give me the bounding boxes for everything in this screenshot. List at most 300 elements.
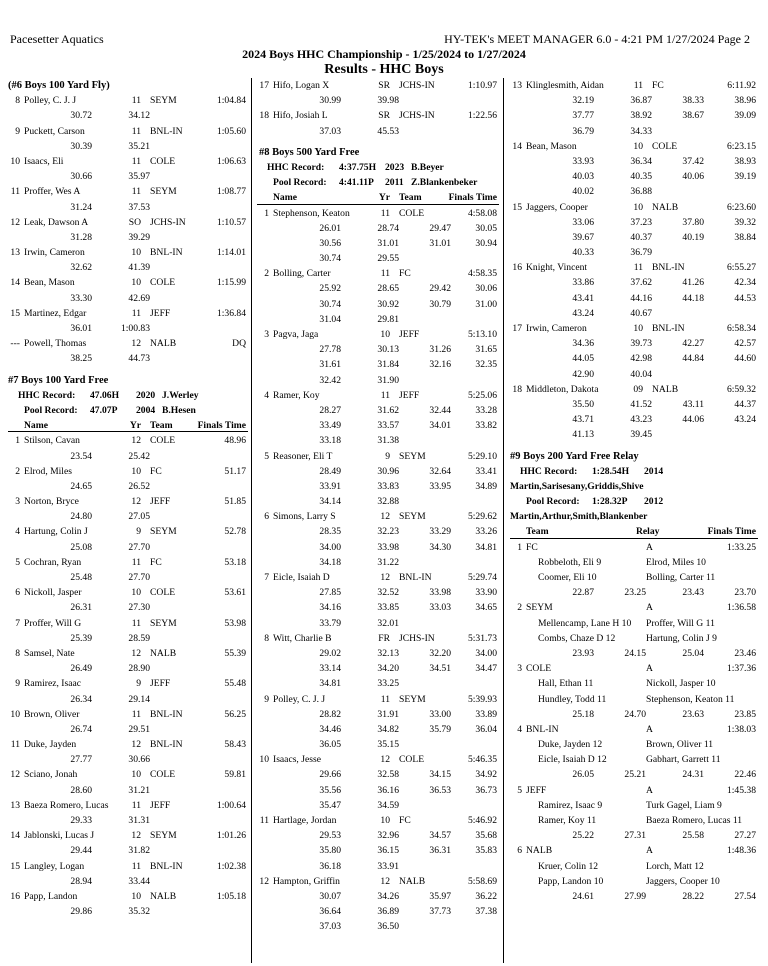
split-time: 27.70 <box>128 572 150 583</box>
result-row <box>8 433 248 448</box>
split-time: 31.01 <box>377 237 399 249</box>
result-row <box>257 206 499 221</box>
split-row <box>510 108 758 123</box>
event-title-text: #7 Boys 100 Yard Free <box>8 374 109 386</box>
split-row <box>510 93 758 108</box>
result-row <box>8 616 248 631</box>
result-row <box>257 388 499 403</box>
split-time: 36.05 <box>319 739 341 751</box>
header-team: Team <box>399 192 422 204</box>
split-row <box>257 236 499 251</box>
split-time: 25.39 <box>70 632 92 644</box>
relay-swimmer: Hundley, Todd 11 <box>538 693 607 705</box>
finals-time: 1:36.84 <box>216 307 246 319</box>
swimmer-name: Nickoll, Jasper <box>24 587 82 599</box>
split-row <box>257 843 499 858</box>
relay-swimmer: Mellencamp, Lane H 10 <box>538 617 632 629</box>
split-row <box>8 200 248 215</box>
swimmer-year: 10 <box>131 890 141 902</box>
swimmer-name: Stilson, Cavan <box>24 435 80 447</box>
team-code: JEFF <box>150 799 171 811</box>
swimmer-year: 12 <box>131 647 141 659</box>
meet-title: 2024 Boys HHC Championship - 1/25/2024 to 1/27/2024 <box>242 47 526 61</box>
result-row <box>8 275 248 290</box>
swimmer-year: SR <box>378 80 390 91</box>
split-row <box>257 646 499 661</box>
split-row <box>8 722 248 737</box>
finals-time: 1:36.58 <box>726 602 756 614</box>
place: 15 <box>10 307 20 319</box>
split-time: 44.60 <box>734 353 756 365</box>
split-time: 32.13 <box>377 647 399 659</box>
header-underline <box>257 204 499 205</box>
place: 5 <box>264 450 269 462</box>
split-row <box>257 555 499 570</box>
team-code: COLE <box>526 663 552 675</box>
split-time: 32.01 <box>377 617 399 629</box>
split-time: 29.42 <box>429 283 451 295</box>
split-time: 36.34 <box>630 155 652 167</box>
swimmer-name: Leak, Dawson A <box>24 216 89 228</box>
result-row <box>8 767 248 782</box>
place: 10 <box>10 155 20 167</box>
team-code: COLE <box>150 435 176 447</box>
pool-record-names <box>510 509 758 524</box>
header-underline <box>510 538 758 539</box>
split-row <box>8 631 248 646</box>
split-time: 29.55 <box>377 253 399 265</box>
finals-time: 1:10.57 <box>216 216 246 228</box>
swimmer-name: Samsel, Nate <box>24 647 75 659</box>
header-left: Pacesetter Aquatics <box>10 32 104 46</box>
results-column-1 <box>8 78 248 919</box>
team-code: BNL-IN <box>652 323 685 334</box>
relay-swimmer: Ramer, Koy 11 <box>538 815 597 826</box>
split-time: 24.31 <box>682 769 704 781</box>
team-code: SEYM <box>150 617 177 629</box>
split-time: 26.74 <box>70 723 92 735</box>
swimmer-name: Witt, Charlie B <box>273 632 332 644</box>
split-time: 33.44 <box>128 875 150 887</box>
swimmer-year: 11 <box>633 262 643 274</box>
team-code: COLE <box>399 754 425 766</box>
split-row <box>257 783 499 798</box>
split-time: 40.33 <box>572 247 594 259</box>
split-row <box>8 540 248 555</box>
split-time: 32.19 <box>572 95 594 107</box>
hhc-record-row <box>510 464 758 479</box>
split-row <box>510 585 758 600</box>
split-time: 24.70 <box>624 708 646 720</box>
relay-swimmers <box>510 631 758 646</box>
swimmer-year: 10 <box>380 815 390 826</box>
split-time: 42.98 <box>630 353 652 365</box>
swimmer-year: 12 <box>131 338 141 350</box>
relay-swimmer: Kruer, Colin 12 <box>538 860 599 872</box>
event-title <box>510 449 758 464</box>
split-time: 38.25 <box>70 353 92 365</box>
split-row <box>510 351 758 366</box>
split-row <box>510 889 758 904</box>
team-code: SEYM <box>150 526 177 538</box>
split-time: 35.21 <box>128 140 150 152</box>
split-time: 27.05 <box>128 511 150 523</box>
split-time: 32.64 <box>429 465 451 477</box>
place: 15 <box>10 860 20 872</box>
swimmer-name: Isaacs, Eli <box>24 155 64 167</box>
split-time: 31.65 <box>475 344 497 356</box>
split-time: 34.20 <box>377 663 399 675</box>
split-time: 27.85 <box>319 587 341 599</box>
swimmer-year: 11 <box>131 125 141 137</box>
swimmer-year: 11 <box>380 389 390 401</box>
finals-time: 48.96 <box>224 435 246 447</box>
split-time: 32.44 <box>429 404 451 416</box>
split-row <box>510 767 758 782</box>
column-divider <box>251 78 252 963</box>
split-time: 36.87 <box>630 95 652 107</box>
split-time: 35.47 <box>319 799 341 811</box>
relay-swimmer: Brown, Oliver 11 <box>646 739 714 751</box>
split-row <box>257 403 499 418</box>
pool-record-time: 4:41.11P <box>339 177 374 189</box>
team-code: SEYM <box>399 511 426 523</box>
team-code: BNL-IN <box>526 723 559 735</box>
split-row <box>257 707 499 722</box>
finals-time: 5:29.74 <box>467 572 497 583</box>
split-row <box>510 154 758 169</box>
split-time: 33.95 <box>429 480 451 492</box>
split-row <box>8 843 248 858</box>
split-time: 34.00 <box>319 541 341 553</box>
header-yr: Yr <box>378 192 390 204</box>
split-time: 23.54 <box>70 450 92 462</box>
split-time: 41.39 <box>128 262 150 274</box>
team-code: JEFF <box>150 496 171 508</box>
split-row <box>8 321 248 336</box>
swimmer-name: Norton, Bryce <box>24 496 79 508</box>
split-time: 37.80 <box>682 216 704 228</box>
split-time: 31.21 <box>128 784 150 796</box>
team-code: FC <box>150 556 162 568</box>
team-code: FC <box>526 541 538 553</box>
result-row <box>257 874 499 889</box>
split-time: 37.62 <box>630 277 652 289</box>
split-row <box>257 585 499 600</box>
swimmer-year: 12 <box>380 572 390 583</box>
split-time: 34.81 <box>319 678 341 690</box>
split-row <box>8 260 248 275</box>
swimmer-year: 11 <box>131 708 141 720</box>
split-time: 33.30 <box>70 292 92 304</box>
split-time: 28.22 <box>682 890 704 902</box>
place: 13 <box>10 247 20 259</box>
finals-time: 1:06.63 <box>216 155 246 167</box>
split-time: 34.33 <box>630 125 652 137</box>
pool-record-row <box>8 403 248 418</box>
team-code: SEYM <box>526 602 553 614</box>
relay-swimmer: Ramirez, Isaac 9 <box>538 799 603 811</box>
split-time: 28.49 <box>319 465 341 477</box>
swimmer-name: Proffer, Wes A <box>24 186 81 198</box>
pool-record-holder: B.Hesen <box>162 404 196 416</box>
relay-swimmers <box>510 798 758 813</box>
header-finals: Finals Time <box>197 420 246 432</box>
split-time: 30.06 <box>475 283 497 295</box>
split-time: 35.15 <box>377 739 399 751</box>
split-time: 33.14 <box>319 663 341 675</box>
split-time: 37.73 <box>429 906 451 918</box>
split-time: 34.14 <box>319 496 341 508</box>
split-row <box>8 449 248 464</box>
result-row <box>257 509 499 524</box>
split-row <box>8 874 248 889</box>
split-time: 38.84 <box>734 231 756 243</box>
relay-swimmer: Hall, Ethan 11 <box>538 678 594 690</box>
place: 14 <box>512 140 522 152</box>
place: 4 <box>15 526 20 538</box>
split-time: 38.33 <box>682 95 704 107</box>
split-time: 36.88 <box>630 186 652 198</box>
relay-swimmer: Duke, Jayden 12 <box>538 739 603 751</box>
split-row <box>510 707 758 722</box>
swimmer-name: Bolling, Carter <box>273 268 331 280</box>
split-time: 25.04 <box>682 647 704 659</box>
event-title-text: #8 Boys 500 Yard Free <box>259 146 360 158</box>
split-time: 41.26 <box>682 277 704 289</box>
place: 2 <box>15 465 20 477</box>
finals-time: 1:08.77 <box>216 186 246 198</box>
relay-swimmer: Elrod, Miles 10 <box>646 556 706 568</box>
split-row <box>8 108 248 123</box>
split-time: 34.57 <box>429 830 451 842</box>
swimmer-year: SR <box>378 110 390 122</box>
column-divider <box>503 78 504 963</box>
result-row <box>510 382 758 397</box>
place: 5 <box>15 556 20 568</box>
split-time: 44.37 <box>734 398 756 410</box>
result-row <box>8 336 248 351</box>
relay-swimmer: Stephenson, Keaton 11 <box>646 693 735 705</box>
split-time: 36.79 <box>630 247 652 259</box>
split-time: 36.73 <box>475 784 497 796</box>
split-row <box>257 676 499 691</box>
result-row <box>257 78 499 93</box>
split-time: 37.53 <box>128 201 150 213</box>
split-row <box>257 889 499 904</box>
split-row <box>257 93 499 108</box>
result-row <box>8 524 248 539</box>
relay-row <box>510 722 758 737</box>
swimmer-name: Isaacs, Jesse <box>273 754 321 766</box>
finals-time: 1:37.36 <box>726 663 756 675</box>
split-time: 43.11 <box>682 398 704 410</box>
place: 4 <box>264 389 269 401</box>
split-row <box>510 230 758 245</box>
split-time: 31.91 <box>377 708 399 720</box>
swimmer-name: Proffer, Will G <box>24 617 82 629</box>
swimmer-year: 11 <box>131 307 141 319</box>
split-time: 38.96 <box>734 95 756 107</box>
swimmer-name: Hifo, Josiah L <box>273 110 328 122</box>
relay-swimmer: Robbeloth, Eli 9 <box>538 556 602 568</box>
hhc-record-label: HHC Record: <box>520 465 578 477</box>
split-time: 39.32 <box>734 216 756 228</box>
split-time: 34.12 <box>128 110 150 122</box>
swimmer-name: Bean, Mason <box>24 277 75 289</box>
relay-swimmer: Turk Gagel, Liam 9 <box>646 799 722 811</box>
hhc-record-holder: J.Werley <box>162 389 199 401</box>
finals-time: 6:59.32 <box>726 383 756 395</box>
team-code: JEFF <box>399 329 420 340</box>
relay-swimmer: Gabhart, Garrett 11 <box>646 754 721 766</box>
team-code: COLE <box>150 769 176 781</box>
finals-time: 1:05.60 <box>216 125 246 137</box>
place: 1 <box>15 435 20 447</box>
split-row <box>257 828 499 843</box>
place: 12 <box>10 769 20 781</box>
place: 6 <box>15 587 20 599</box>
split-time: 36.79 <box>572 125 594 137</box>
swimmer-name: Powell, Thomas <box>24 338 87 350</box>
split-time: 37.38 <box>475 906 497 918</box>
result-row <box>8 306 248 321</box>
pool-record-label: Pool Record: <box>526 496 580 508</box>
relay-swimmer: Baeza Romero, Lucas 11 <box>646 815 743 826</box>
split-time: 35.80 <box>319 845 341 857</box>
split-time: 23.46 <box>734 647 756 659</box>
split-time: 24.80 <box>70 511 92 523</box>
finals-time: 1:38.03 <box>726 723 756 735</box>
split-time: 34.59 <box>377 799 399 811</box>
place: 7 <box>15 617 20 629</box>
split-time: 28.94 <box>70 875 92 887</box>
split-row <box>8 692 248 707</box>
split-time: 29.02 <box>319 647 341 659</box>
split-time: 41.52 <box>630 398 652 410</box>
split-time: 31.28 <box>70 231 92 243</box>
event-title <box>8 373 248 388</box>
swimmer-name: Baeza Romero, Lucas <box>24 799 109 811</box>
relay-swimmers <box>510 676 758 691</box>
finals-time: 4:58.35 <box>467 268 497 280</box>
split-row <box>510 306 758 321</box>
split-time: 34.15 <box>429 769 451 781</box>
finals-time: 1:22.56 <box>467 110 497 122</box>
split-time: 36.89 <box>377 906 399 918</box>
swimmer-name: Papp, Landon <box>24 890 78 902</box>
split-time: 33.91 <box>319 480 341 492</box>
column-headers <box>257 190 499 205</box>
split-row <box>8 752 248 767</box>
split-time: 40.04 <box>630 368 652 380</box>
swimmer-year: 10 <box>633 323 643 334</box>
split-row <box>510 215 758 230</box>
relay-row <box>510 540 758 555</box>
finals-time: 6:55.27 <box>726 262 756 274</box>
swimmer-year: 10 <box>131 277 141 289</box>
pool-record-year: 2012 <box>644 496 664 508</box>
relay-swimmer: Hartung, Colin J 9 <box>646 632 717 644</box>
swimmer-name: Duke, Jayden <box>24 739 77 751</box>
split-time: 33.18 <box>319 435 341 447</box>
result-row <box>8 494 248 509</box>
swimmer-year: 11 <box>380 268 390 280</box>
split-time: 30.94 <box>475 237 497 249</box>
split-time: 23.43 <box>682 587 704 599</box>
split-row <box>257 661 499 676</box>
finals-time: 1:04.84 <box>216 95 246 107</box>
relay-letter: A <box>646 602 653 614</box>
result-row <box>257 692 499 707</box>
event-title <box>257 145 499 160</box>
relay-swimmers <box>510 737 758 752</box>
finals-time: 1:48.36 <box>726 845 756 857</box>
split-time: 27.27 <box>734 830 756 842</box>
swimmer-name: Knight, Vincent <box>526 262 588 274</box>
hhc-record-row <box>257 160 499 175</box>
finals-time: 5:46.92 <box>467 815 497 826</box>
finals-time: 5:39.93 <box>467 693 497 705</box>
split-time: 39.09 <box>734 110 756 122</box>
split-time: 32.16 <box>429 359 451 371</box>
relay-swimmers <box>510 859 758 874</box>
split-time: 36.31 <box>429 845 451 857</box>
place: 1 <box>264 207 269 219</box>
split-time: 30.72 <box>70 110 92 122</box>
place: 14 <box>10 277 20 289</box>
split-time: 37.77 <box>572 110 594 122</box>
split-time: 40.35 <box>630 171 652 183</box>
result-row <box>257 752 499 767</box>
split-time: 26.52 <box>128 480 150 492</box>
split-row <box>510 412 758 427</box>
split-time: 24.65 <box>70 480 92 492</box>
finals-time: 56.25 <box>224 708 246 720</box>
header-team: Team <box>526 526 549 538</box>
header-name: Name <box>24 420 48 432</box>
team-code: COLE <box>150 277 176 289</box>
split-time: 34.65 <box>475 602 497 614</box>
record-names: Martin,Arthur,Smith,Blankenber <box>510 511 648 523</box>
swimmer-year: 12 <box>380 754 390 766</box>
split-time: 44.16 <box>630 292 652 304</box>
swimmer-year: 12 <box>131 435 141 447</box>
finals-time: 53.61 <box>224 587 246 599</box>
split-time: 36.50 <box>377 921 399 933</box>
team-code: SEYM <box>399 450 426 462</box>
split-time: 33.29 <box>429 526 451 538</box>
finals-time: 5:58.69 <box>467 875 497 887</box>
split-time: 33.91 <box>377 860 399 872</box>
page-title: Results - HHC Boys <box>324 62 444 77</box>
team-code: COLE <box>399 207 425 219</box>
place: 18 <box>259 110 269 122</box>
place: 6 <box>264 511 269 523</box>
finals-time: 52.78 <box>224 526 246 538</box>
split-time: 29.47 <box>429 222 451 234</box>
relay-swimmer: Nickoll, Jasper 10 <box>646 678 716 690</box>
place: 9 <box>264 693 269 705</box>
swimmer-year: 10 <box>131 465 141 477</box>
result-row <box>8 154 248 169</box>
header-relay: Relay <box>636 526 660 538</box>
split-time: 31.04 <box>319 313 341 325</box>
split-time: 35.97 <box>128 171 150 183</box>
split-time: 33.49 <box>319 420 341 432</box>
result-row <box>8 828 248 843</box>
split-time: 28.65 <box>377 283 399 295</box>
